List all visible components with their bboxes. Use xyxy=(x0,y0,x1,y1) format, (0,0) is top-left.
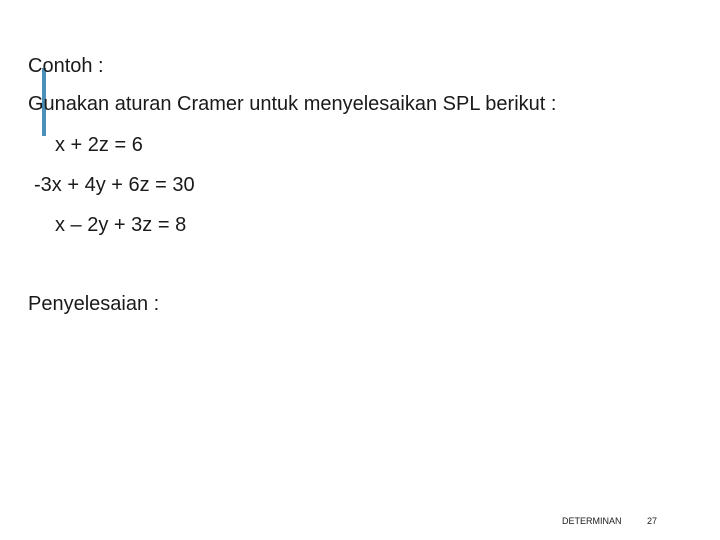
equation-3: x – 2y + 3z = 8 xyxy=(55,214,187,236)
slide-heading: Contoh : xyxy=(28,55,104,77)
footer-title: DETERMINAN xyxy=(562,516,622,526)
solution-label: Penyelesaian : xyxy=(28,293,160,315)
equation-1: x + 2z = 6 xyxy=(55,134,143,156)
instruction-text: Gunakan aturan Cramer untuk menyelesaikan SPL berikut : xyxy=(28,93,557,115)
page-number: 27 xyxy=(647,516,658,526)
equation-2: -3x + 4y + 6z = 30 xyxy=(34,174,195,196)
